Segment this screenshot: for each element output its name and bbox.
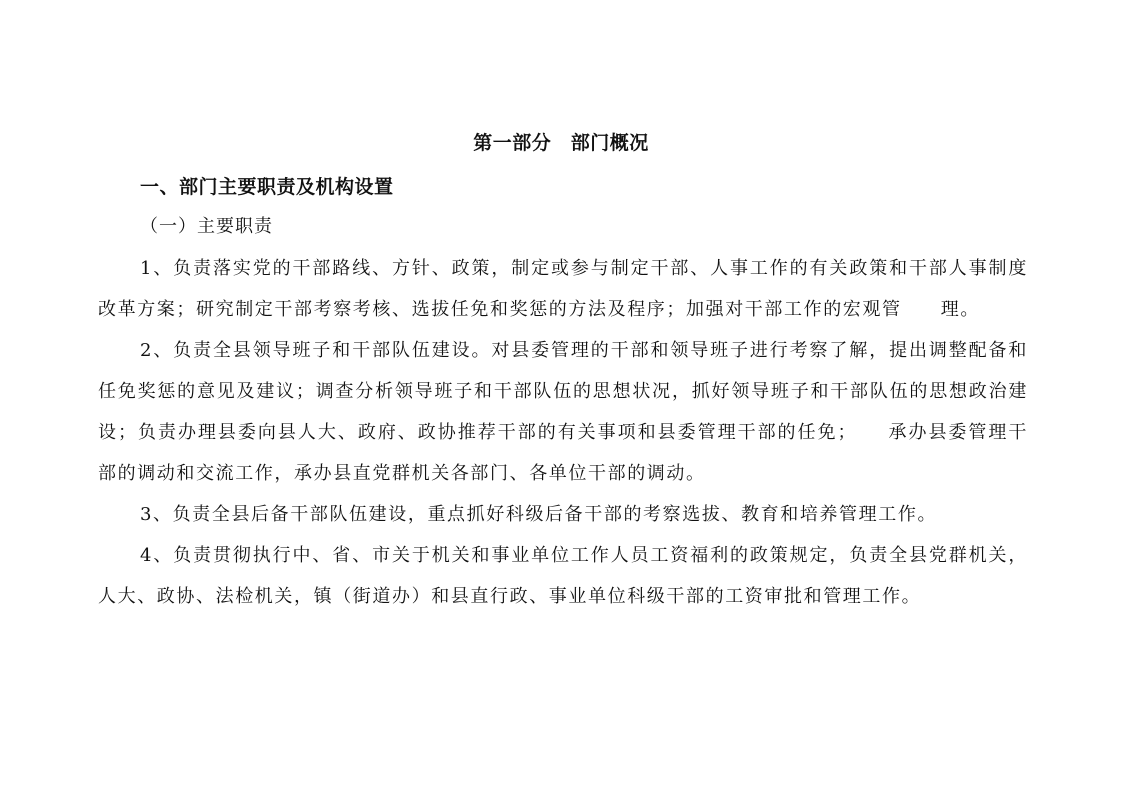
paragraph-4: 4、负责贯彻执行中、省、市关于机关和事业单位工作人员工资福利的政策规定，负责全县党群机关，人大、政协、法检机关，镇（街道办）和县直行政、事业单位科级干部的工资审批和管理工作。: [98, 545, 1028, 607]
paragraph-2: 2、负责全县领导班子和干部队伍建设。对县委管理的干部和领导班子进行考察了解，提出调整配备和任免奖惩的意见及建议；调查分析领导班子和干部队伍的思想状况，抓好领导班子和干部队伍的思想政治建设；负责办理县委向县人大、政府、政协推荐干部的有关事项和县委管理干部的任免； 承办县委管理干部的调动和交流工作，承办县直党群机关各部门、各单位干部的调动。: [98, 340, 1028, 484]
paragraph-1: 1、负责落实党的干部路线、方针、政策，制定或参与制定干部、人事工作的有关政策和干部人事制度改革方案；研究制定干部考察考核、选拔任免和奖惩的方法及程序；加强对干部工作的宏观管 理。: [98, 258, 1028, 320]
section-heading: 一、部门主要职责及机构设置: [140, 176, 394, 198]
sub-heading: （一）主要职责: [140, 216, 273, 237]
paragraph-3: 3、负责全县后备干部队伍建设，重点抓好科级后备干部的考察选拔、教育和培养管理工作。: [140, 504, 938, 525]
body-text: [98, 248, 1028, 617]
page-title: 第一部分 部门概况: [473, 132, 649, 154]
